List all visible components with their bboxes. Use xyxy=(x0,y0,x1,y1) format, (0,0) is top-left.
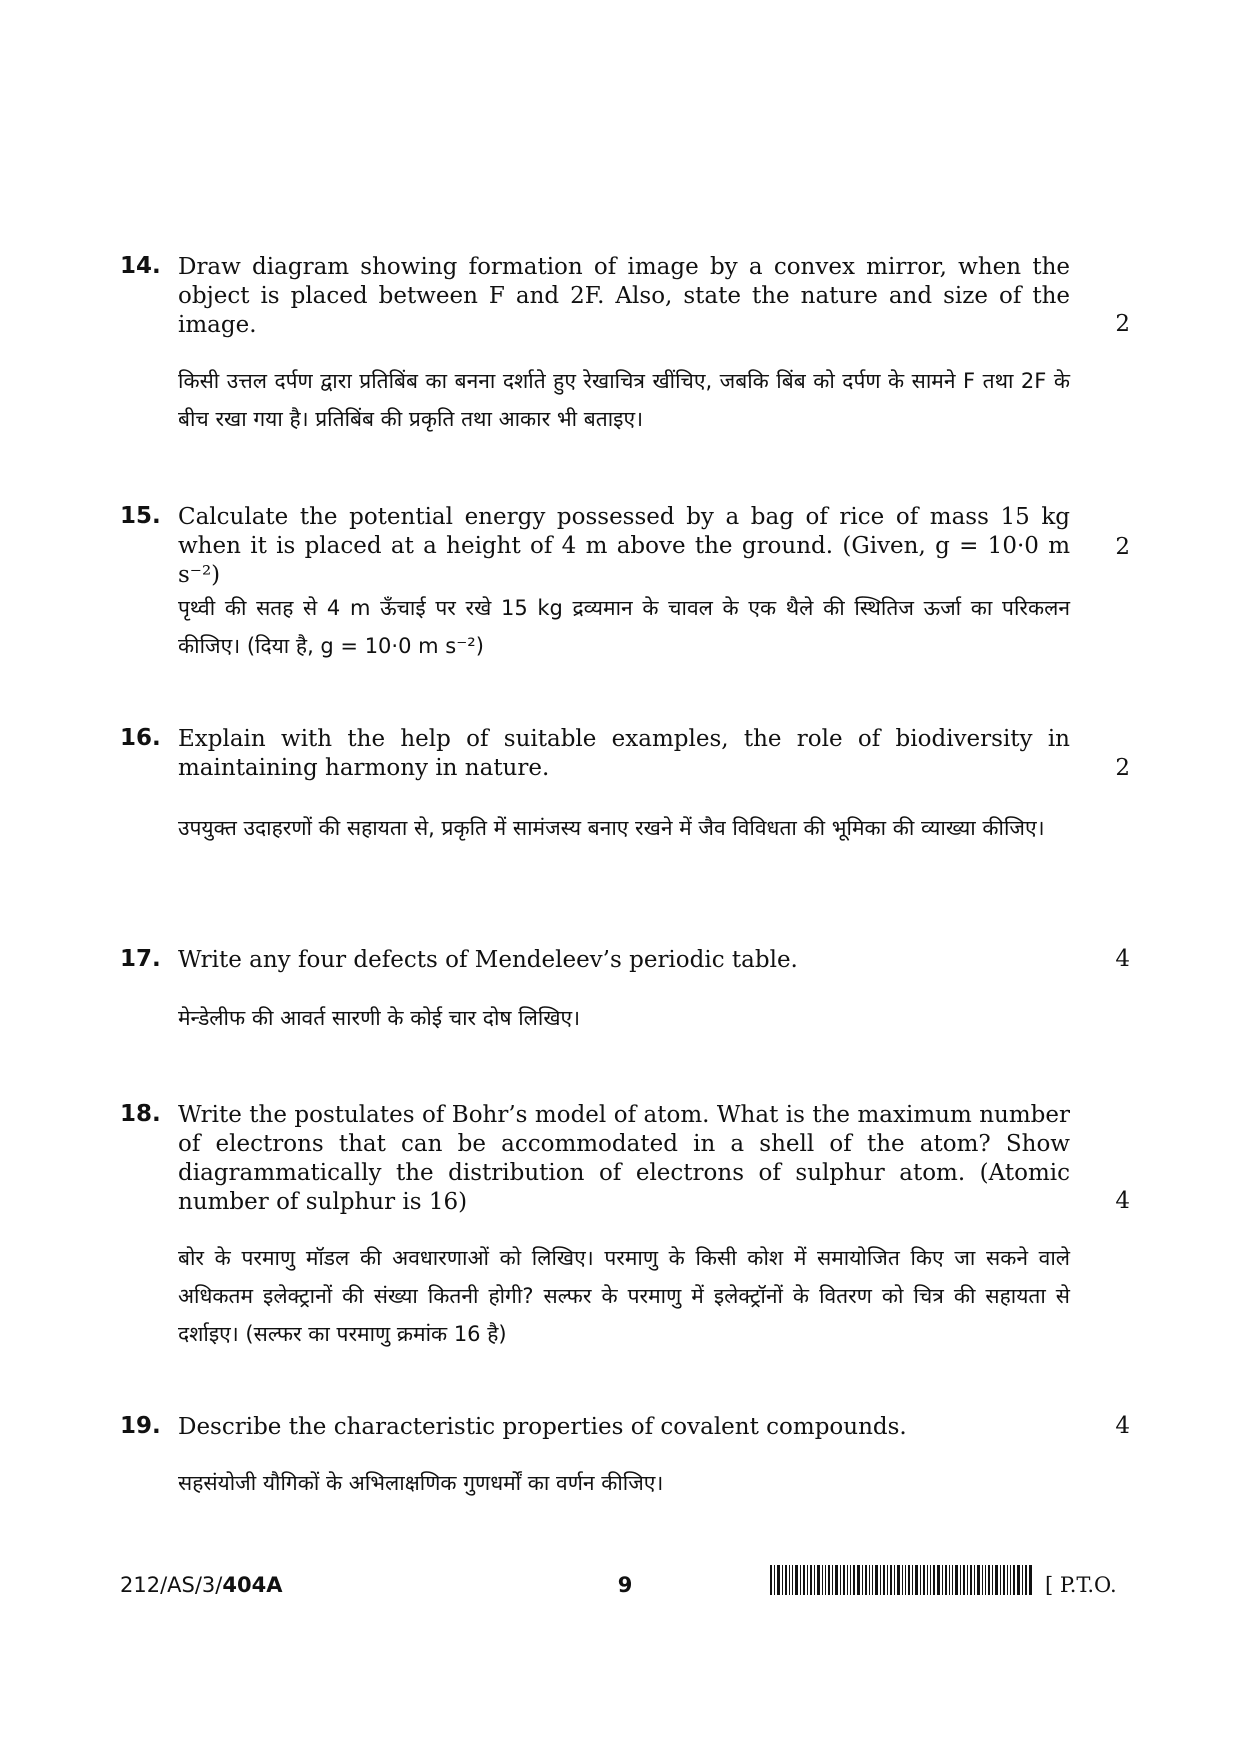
question-marks: 4 xyxy=(1115,1413,1130,1439)
question-text-english: Explain with the help of suitable examples, the role of biodiversity in maintaining harmony in nature. xyxy=(178,726,1070,781)
question-number: 19. xyxy=(120,1413,161,1439)
question-text-hindi: किसी उत्तल दर्पण द्वारा प्रतिबिंब का बनना दर्शाते हुए रेखाचित्र खींचिए, जबकि बिंब को दर्पण के सामने F तथा 2F के बीच रखा गया है। प्रतिबिंब की प्रकृति तथा आकार भी बताइए। xyxy=(178,369,1070,431)
question-text-english: Draw diagram showing formation of image by a convex mirror, when the object is placed between F and 2F. Also, state the nature and size of the image. xyxy=(178,254,1070,338)
pto-label: [ P.T.O. xyxy=(1045,1573,1117,1597)
question-text-hindi: उपयुक्त उदाहरणों की सहायता से, प्रकृति में सामंजस्य बनाए रखने में जैव विविधता की भूमिका की व्याख्या कीजिए। xyxy=(178,816,1045,840)
question-number: 16. xyxy=(120,725,161,751)
question-number: 14. xyxy=(120,253,161,279)
question-text-english: Calculate the potential energy possessed by a bag of rice of mass 15 kg when it is placed at a height of 4 m above the ground. (Given, g = 10·0 m s⁻²) xyxy=(178,504,1070,588)
question-marks: 2 xyxy=(1115,311,1130,337)
paper-code xyxy=(120,1573,282,1597)
page-footer xyxy=(0,1565,1241,1605)
barcode-icon xyxy=(770,1565,1032,1595)
page-number: 9 xyxy=(617,1573,633,1597)
question-text-english: Describe the characteristic properties of covalent compounds. xyxy=(178,1414,907,1440)
question-number: 17. xyxy=(120,946,161,972)
question-marks: 2 xyxy=(1115,755,1130,781)
paper-code-prefix: 212/AS/3/ xyxy=(120,1573,223,1597)
question-marks: 4 xyxy=(1115,946,1130,972)
question-number: 15. xyxy=(120,503,161,529)
question-text-hindi: पृथ्वी की सतह से 4 m ऊँचाई पर रखे 15 kg द्रव्यमान के चावल के एक थैले की स्थितिज ऊर्जा का परिकलन कीजिए। (दिया है, g = 10·0 m s⁻²) xyxy=(178,596,1070,658)
paper-code-bold: 404A xyxy=(222,1573,283,1597)
question-number: 18. xyxy=(120,1101,161,1127)
question-marks: 2 xyxy=(1115,534,1130,560)
question-text-english: Write the postulates of Bohr’s model of atom. What is the maximum number of electrons that can be accommodated in a shell of the atom? Show diagrammatically the distribution of electrons of sulphur atom. (Atomic number of sulphur is 16) xyxy=(178,1102,1070,1215)
question-marks: 4 xyxy=(1115,1188,1130,1214)
question-text-hindi: सहसंयोजी यौगिकों के अभिलाक्षणिक गुणधर्मों का वर्णन कीजिए। xyxy=(178,1471,664,1495)
question-text-hindi: बोर के परमाणु मॉडल की अवधारणाओं को लिखिए। परमाणु के किसी कोश में समायोजित किए जा सकने वाले अधिकतम इलेक्ट्रानों की संख्या कितनी होगी? सल्फर के परमाणु में इलेक्ट्रॉनों के वितरण को चित्र की सहायता से दर्शाइए। (सल्फर का परमाणु क्रमांक 16 है) xyxy=(178,1246,1070,1346)
question-text-english: Write any four defects of Mendeleev’s periodic table. xyxy=(178,947,798,973)
question-text-hindi: मेन्डेलीफ की आवर्त सारणी के कोई चार दोष लिखिए। xyxy=(178,1006,581,1030)
